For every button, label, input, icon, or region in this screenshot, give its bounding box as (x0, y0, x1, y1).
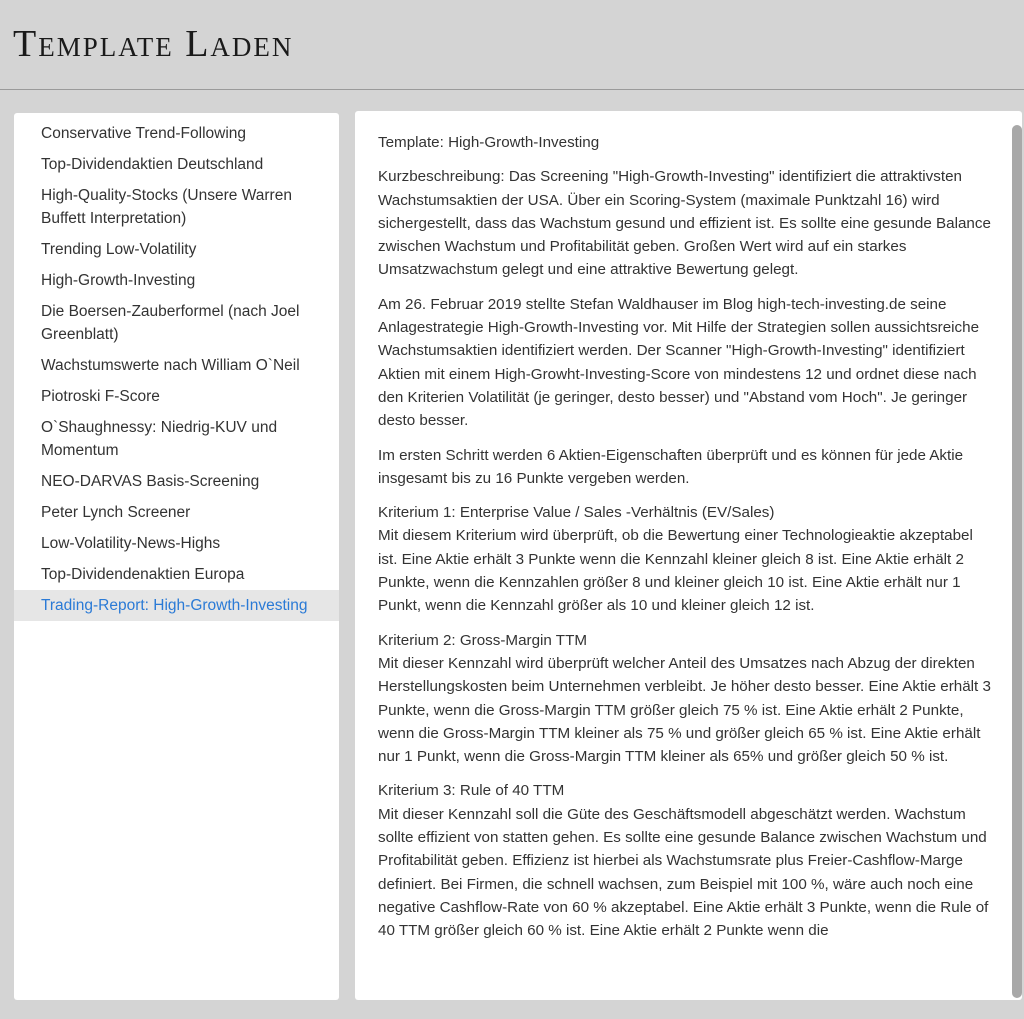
template-description-panel (355, 111, 1022, 1000)
page-header (0, 0, 1024, 90)
criterion-text: Mit dieser Kennzahl soll die Güte des Geschäftsmodell abgeschätzt werden. Wachstum sollte effizient von statten gehen. Es sollte eine gesunde Balance zwischen Wachstum und Profitabilität geben. Effizienz ist hierbei als Wachstumsrate plus Freier-Cashflow-Marge definiert. Bei Firmen, die schnell wachsen, zum Beispiel mit 100 %, wäre auch noch eine negative Cashflow-Rate von 60 % akzeptabel. Eine Aktie erhält 3 Punkte, wenn die Rule of 40 TTM größer gleich 60 % ist. Eine Aktie erhält 2 Punkte wenn die (378, 805, 989, 940)
template-list-item[interactable]: Top-Dividendenaktien Europa (41, 566, 245, 583)
criterion-block (378, 629, 992, 769)
content-scrollbar[interactable] (1012, 111, 1022, 1000)
template-list-item[interactable]: Top-Dividendaktien Deutschland (41, 156, 264, 173)
page-title: Template Laden (13, 23, 294, 65)
criterion-text: Mit diesem Kriterium wird überprüft, ob die Bewertung einer Technologieaktie akzeptabel ist. Eine Aktie erhält 3 Punkte wenn die Kennzahl kleiner gleich 8 ist. Eine Aktie erhält 2 Punkte, wenn die Kennzahlen größer 8 und kleiner gleich 10 ist. Eine Aktie erhält nur 1 Punkt, wenn die Kennzahl größer als 10 und kleiner gleich 12 ist. (378, 527, 973, 615)
template-list-item[interactable]: High-Growth-Investing (41, 272, 196, 289)
criterion-title: Kriterium 3: Rule of 40 TTM (378, 782, 565, 800)
template-list-item[interactable]: Wachstumswerte nach William O`Neil (41, 357, 300, 374)
criterion-block (378, 501, 992, 617)
template-list-item[interactable]: High-Quality-Stocks (Unsere Warren Buffett Interpretation) (41, 187, 292, 227)
criterion-text: Mit dieser Kennzahl wird überprüft welcher Anteil des Umsatzes nach Abzug der direkten Herstellungskosten beim Unternehmen verbleibt. Je höher desto besser. Eine Aktie erhält 3 Punkte, wenn die Gross-Margin TTM größer gleich 75 % ist. Eine Aktie erhält 2 Punkte, wenn die Gross-Margin TTM kleiner als 75 % und größer gleich 65 % ist. Eine Aktie erhält nur 1 Punkt, wenn die Gross-Margin TTM kleiner als 65% und größer gleich 50 % ist. (378, 654, 991, 766)
criterion-title: Kriterium 2: Gross-Margin TTM (378, 631, 587, 649)
description-paragraph: Im ersten Schritt werden 6 Aktien-Eigenschaften überprüft und es können für jede Aktie insgesamt bis zu 16 Punkte vergeben werden. (378, 446, 964, 487)
template-list-item[interactable]: Piotroski F-Score (41, 388, 160, 405)
template-title: Template: High-Growth-Investing (378, 134, 600, 151)
template-list-item[interactable]: Low-Volatility-News-Highs (41, 535, 221, 552)
template-list-item-selected[interactable]: Trading-Report: High-Growth-Investing (14, 590, 339, 621)
template-list-item[interactable]: NEO-DARVAS Basis-Screening (41, 473, 260, 490)
criterion-title: Kriterium 1: Enterprise Value / Sales -Verhältnis (EV/Sales) (378, 504, 775, 522)
template-list-item[interactable]: O`Shaughnessy: Niedrig-KUV und Momentum (41, 419, 278, 459)
template-description (355, 111, 1022, 943)
criterion-block (378, 779, 992, 942)
scrollbar-thumb[interactable] (1012, 125, 1022, 998)
description-paragraph: Kurzbeschreibung: Das Screening "High-Growth-Investing" identifiziert die attraktivsten Wachstumsaktien der USA. Über ein Scoring-System (maximale Punktzahl 16) wird sichergestellt, dass das Wachstum gesund und effizient ist. Es sollte eine gesunde Balance zwischen Wachstum und Profitabilität geben. Großen Wert wird auf ein starkes Umsatzwachstum gelegt und eine attraktive Bewertung gelegt. (378, 168, 991, 279)
template-list (14, 113, 339, 621)
template-list-item[interactable]: Conservative Trend-Following (41, 125, 247, 142)
template-list-item[interactable]: Die Boersen-Zauberformel (nach Joel Greenblatt) (41, 303, 300, 343)
template-list-item[interactable]: Peter Lynch Screener (41, 504, 191, 521)
template-list-sidebar (14, 113, 339, 1000)
template-list-item[interactable]: Trending Low-Volatility (41, 241, 197, 258)
description-paragraph: Am 26. Februar 2019 stellte Stefan Waldhauser im Blog high-tech-investing.de seine Anlagestrategie High-Growth-Investing vor. Mit Hilfe der Strategien sollen aussichtsreiche Wachstumsaktien identifiziert werden. Der Scanner "High-Growth-Investing" identifiziert Aktien mit einem High-Growht-Investing-Score von mindestens 12 und ordnet diese nach den Kriterien Volatilität (je geringer, desto besser) und "Abstand vom Hoch". Je geringer desto besser. (378, 295, 980, 430)
